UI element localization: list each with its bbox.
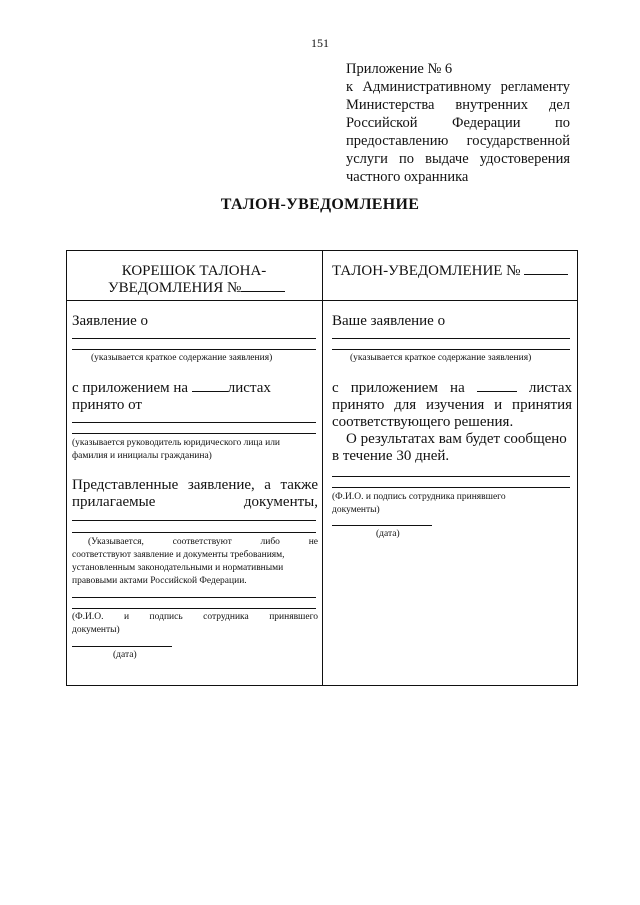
- stub-hint-compliance-2: соответствуют заявление и документы требованиям,: [72, 550, 285, 560]
- stub-employee-field-1[interactable]: [72, 597, 316, 598]
- notice-employee-field-2[interactable]: [332, 487, 570, 488]
- notice-hint-employee-2: документы): [332, 505, 380, 515]
- stub-hint-date: (дата): [113, 650, 137, 660]
- stub-submitted-1: Представленные заявление, а также: [72, 477, 318, 493]
- stub-date-field[interactable]: [72, 646, 172, 647]
- stub-statement-field-2[interactable]: [72, 349, 316, 350]
- stub-header-number-label: УВЕДОМЛЕНИЯ №: [108, 280, 242, 296]
- stub-submitted-2: прилагаемые документы,: [72, 494, 318, 510]
- appendix-line: к Административному регламенту: [346, 79, 570, 95]
- notice-employee-field-1[interactable]: [332, 476, 570, 477]
- stub-sheets-field[interactable]: [192, 391, 228, 392]
- notice-hint-date: (дата): [376, 529, 400, 539]
- stub-compliance-field-1[interactable]: [72, 520, 316, 521]
- appendix-block: [346, 60, 570, 186]
- notice-header: [332, 263, 568, 280]
- appendix-line: услуги по выдаче удостоверения: [346, 151, 570, 167]
- stub-statement-label: Заявление о: [72, 313, 149, 329]
- column-divider: [322, 250, 323, 686]
- notice-hint-summary: (указывается краткое содержание заявления): [350, 353, 532, 363]
- notice-result-2: в течение 30 дней.: [332, 448, 450, 464]
- stub-hint-employee-1: (Ф.И.О. и подпись сотрудника принявшего: [72, 612, 318, 622]
- stub-number-field[interactable]: [241, 291, 285, 292]
- appendix-line: предоставлению государственной: [346, 133, 570, 149]
- appendix-line: частного охранника: [346, 169, 469, 185]
- stub-hint-head-1: (указывается руководитель юридического лица или: [72, 438, 281, 448]
- notice-statement-field-2[interactable]: [332, 349, 570, 350]
- notice-result-1: О результатах вам будет сообщено: [346, 431, 567, 447]
- stub-hint-summary: (указывается краткое содержание заявления): [91, 353, 273, 363]
- stub-applicant-field-2[interactable]: [72, 433, 316, 434]
- stub-attachment-line: [72, 380, 271, 397]
- stub-hint-employee-2: документы): [72, 625, 120, 635]
- stub-attachment-suffix: листах: [227, 380, 271, 396]
- stub-header: [66, 263, 322, 297]
- notice-number-field[interactable]: [524, 274, 568, 275]
- stub-hint-compliance-4: правовыми актами Российской Федерации.: [72, 576, 247, 586]
- notice-attachment-suffix: листах: [528, 380, 572, 396]
- stub-applicant-field-1[interactable]: [72, 422, 316, 423]
- stub-header-line1: КОРЕШОК ТАЛОНА-: [121, 263, 267, 279]
- notice-attachment-prefix: с приложением на: [332, 380, 465, 396]
- notice-sheets-field[interactable]: [477, 391, 517, 392]
- appendix-line: Российской Федерации по: [346, 115, 570, 131]
- stub-compliance-field-2[interactable]: [72, 532, 316, 533]
- appendix-line: Министерства внутренних дел: [346, 97, 570, 113]
- stub-accepted-from: принято от: [72, 397, 142, 413]
- document-title: ТАЛОН-УВЕДОМЛЕНИЕ: [220, 196, 420, 213]
- stub-attachment-prefix: с приложением на: [72, 380, 189, 396]
- page-number: 151: [311, 36, 329, 50]
- notice-accepted-1: принято для изучения и принятия: [332, 397, 572, 413]
- stub-hint-compliance-1: (Указывается, соответствуют либо не: [88, 537, 318, 547]
- notice-attachment-line: [332, 380, 572, 397]
- notice-statement-field-1[interactable]: [332, 338, 570, 339]
- notice-accepted-2: соответствующего решения.: [332, 414, 514, 430]
- appendix-line: Приложение № 6: [346, 61, 453, 77]
- notice-hint-employee-1: (Ф.И.О. и подпись сотрудника принявшего: [332, 492, 506, 502]
- notice-date-field[interactable]: [332, 525, 432, 526]
- stub-hint-compliance-3: установленным законодательными и нормативными: [72, 563, 284, 573]
- stub-header-line2: [66, 280, 322, 297]
- notice-statement-label: Ваше заявление о: [332, 313, 446, 329]
- stub-statement-field-1[interactable]: [72, 338, 316, 339]
- header-divider: [66, 300, 578, 301]
- stub-hint-head-2: фамилия и инициалы гражданина): [72, 451, 212, 461]
- stub-employee-field-2[interactable]: [72, 608, 316, 609]
- notice-header-label: ТАЛОН-УВЕДОМЛЕНИЕ №: [332, 263, 521, 279]
